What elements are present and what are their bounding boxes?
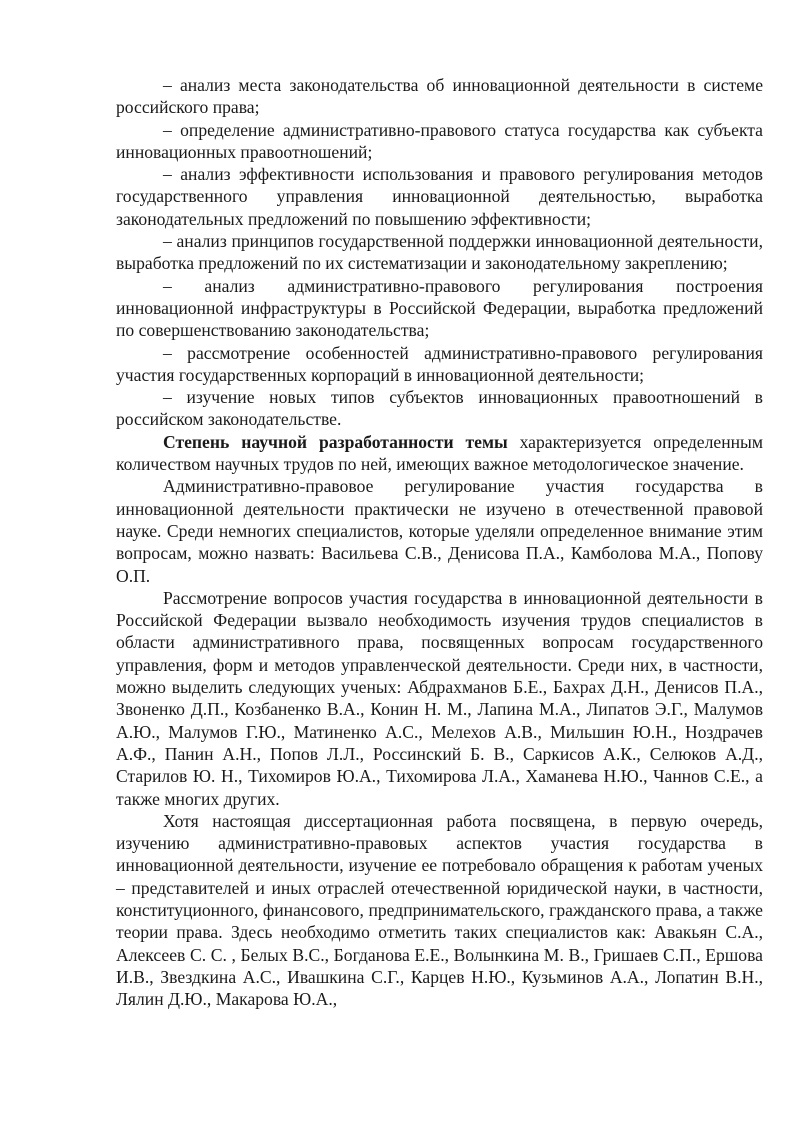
list-item-1: – анализ места законодательства об инновационной деятельности в системе российского права; [116,75,763,118]
list-item-2: – определение административно-правового статуса государства как субъекта инновационных правоотношений; [116,119,763,162]
paragraph-1: Административно-правовое регулирование участия государства в инновационной деятельности практически не изучено в отечественной правовой науке. Среди немногих специалистов, которые уделяли определенное внимание этим вопросам, можно назвать: Васильева С.В., Денисова П.А., Камболова М.А., Попову О.П. [116,476,763,586]
paragraph-2: Рассмотрение вопросов участия государства в инновационной деятельности в Российской Федерации вызвало необходимость изучения трудов специалистов в области административного права, посвященных вопросам государственного управления, форм и методов управленческой деятельности. Среди них, в частности, можно выделить следующих ученых: Абдрахманов Б.Е., Бахрах Д.Н., Денисов П.А., Звоненко Д.П., Козбаненко В.А., Конин Н. М., Лапина М.А., Липатов Э.Г., Малумов А.Ю., Малумов Г.Ю., Матиненко А.С., Мелехов А.В., Мильшин Ю.Н., Ноздрачев А.Ф., Панин А.Н., Попов Л.Л., Россинский Б. В., Саркисов А.К., Селюков А.Д., Старилов Ю. Н., Тихомиров Ю.А., Тихомирова Л.А., Хаманева Н.Ю., Чаннов С.Е., а также многих других. [116,587,763,809]
list-item-5: – анализ административно-правового регулирования построения инновационной инфраструктуры в Российской Федерации, выработка предложений по совершенствованию законодательства; [116,275,763,341]
document-body [116,74,763,1010]
list-item-3: – анализ эффективности использования и правового регулирования методов государственного управления инновационной деятельностью, выработка законодательных предложений по повышению эффективности; [116,164,763,229]
list-item-6: – рассмотрение особенностей административно-правового регулирования участия государственных корпораций в инновационной деятельности; [116,342,763,385]
degree-paragraph [116,431,763,476]
paragraph-3: Хотя настоящая диссертационная работа посвящена, в первую очередь, изучению административно-правовых аспектов участия государства в инновационной деятельности, изучение ее потребовало обращения к работам ученых – представителей и иных отраслей отечественной юридической науки, в частности, конституционного, финансового, предпринимательского, гражданского права, а также теории права. Здесь необходимо отметить таких специалистов как: Авакьян С.А., Алексеев С. С. , Белых В.С., Богданова Е.Е., Волынкина М. В., Гришаев С.П., Ершова И.В., Звездкина А.С., Ивашкина С.Г., Карцев Н.Ю., Кузьминов А.А., Лопатин В.Н., Лялин Д.Ю., Макарова Ю.А., [116,810,763,1010]
degree-heading: Степень научной разработанности темы [163,431,508,452]
degree-text: характеризуется определенным количеством научных трудов по ней, имеющих важное методологическое значение. [116,431,763,475]
list-item-7: – изучение новых типов субъектов инновационных правоотношений в российском законодательстве. [116,387,763,430]
list-item-4: – анализ принципов государственной поддержки инновационной деятельности, выработка предложений по их систематизации и законодательному закреплению; [116,231,763,274]
